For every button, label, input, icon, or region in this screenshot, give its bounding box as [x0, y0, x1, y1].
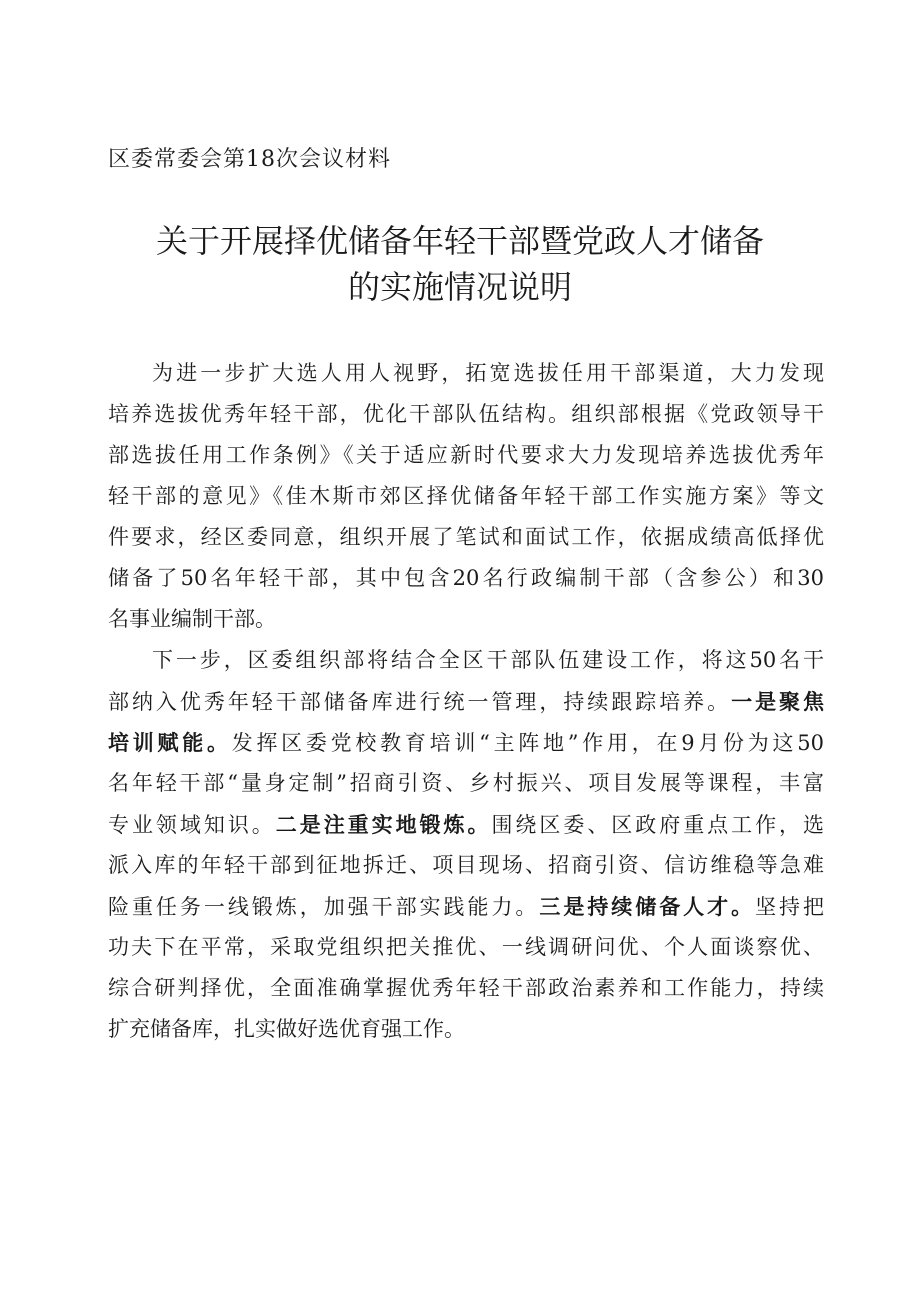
paragraph-2-line: 综合研判择优，全面准确掌握优秀年轻干部政治素养和工作能力，持续	[108, 976, 824, 1000]
paragraph-1-line: 轻干部的意见》《佳木斯市郊区择优储备年轻干部工作实施方案》等文	[108, 484, 824, 508]
paragraph-1-line: 培养选拔优秀年轻干部，优化干部队伍结构。组织部根据《党政领导干	[108, 402, 824, 426]
paragraph-1-line: 为进一步扩大选人用人视野，拓宽选拔任用干部渠道，大力发现	[152, 361, 824, 385]
paragraph-2-line: 功夫下在平常，采取党组织把关推优、一线调研问优、个人面谈察优、	[108, 935, 824, 959]
paragraph-2-line: 派入库的年轻干部到征地拆迁、项目现场、招商引资、信访维稳等急难	[108, 853, 824, 877]
paragraph-1-line: 储备了50名年轻干部，其中包含20名行政编制干部（含参公）和30	[108, 566, 824, 590]
emphasis-point-1-cont: 培训赋能。	[108, 730, 232, 755]
paragraph-1-line: 名事业编制干部。	[108, 607, 276, 631]
paragraph-2	[108, 640, 824, 1050]
paragraph-2-text: 部纳入优秀年轻干部储备库进行统一管理，持续跟踪培养。	[108, 690, 732, 714]
paragraph-2-line: 名年轻干部“量身定制”招商引资、乡村振兴、项目发展等课程，丰富	[108, 771, 824, 795]
paragraph-2-line	[108, 804, 824, 845]
meeting-header: 区委常委会第18次会议材料	[108, 147, 391, 172]
paragraph-2-line	[108, 681, 824, 722]
paragraph-2-line: 下一步，区委组织部将结合全区干部队伍建设工作，将这50名干	[152, 648, 824, 672]
document-title	[80, 218, 840, 310]
paragraph-2-text: 发挥区委党校教育培训“主阵地”作用，在9月份为这50	[231, 731, 824, 755]
emphasis-point-2: 二是注重实地锻炼。	[275, 812, 492, 837]
paragraph-2-text: 专业领域知识。	[108, 813, 276, 837]
emphasis-point-1: 一是聚焦	[731, 689, 825, 714]
paragraph-1-line: 件要求，经区委同意，组织开展了笔试和面试工作，依据成绩高低择优	[108, 525, 824, 549]
title-line-2: 的实施情况说明	[347, 268, 572, 306]
paragraph-2-line: 扩充储备库，扎实做好选优育强工作。	[108, 1017, 465, 1041]
paragraph-2-line	[108, 886, 824, 927]
paragraph-2-text: 围绕区委、区政府重点工作，选	[491, 813, 825, 837]
paragraph-2-text: 坚持把	[755, 895, 825, 919]
emphasis-point-3: 三是持续储备人才。	[539, 894, 756, 919]
title-line-1: 关于开展择优储备年轻干部暨党政人才储备	[155, 222, 764, 260]
paragraph-1-line: 部选拔任用工作条例》《关于适应新时代要求大力发现培养选拔优秀年	[108, 443, 824, 467]
paragraph-1	[108, 353, 824, 640]
paragraph-2-line	[108, 722, 824, 763]
paragraph-2-text: 险重任务一线锻炼，加强干部实践能力。	[108, 895, 540, 919]
document-body	[108, 353, 824, 1050]
